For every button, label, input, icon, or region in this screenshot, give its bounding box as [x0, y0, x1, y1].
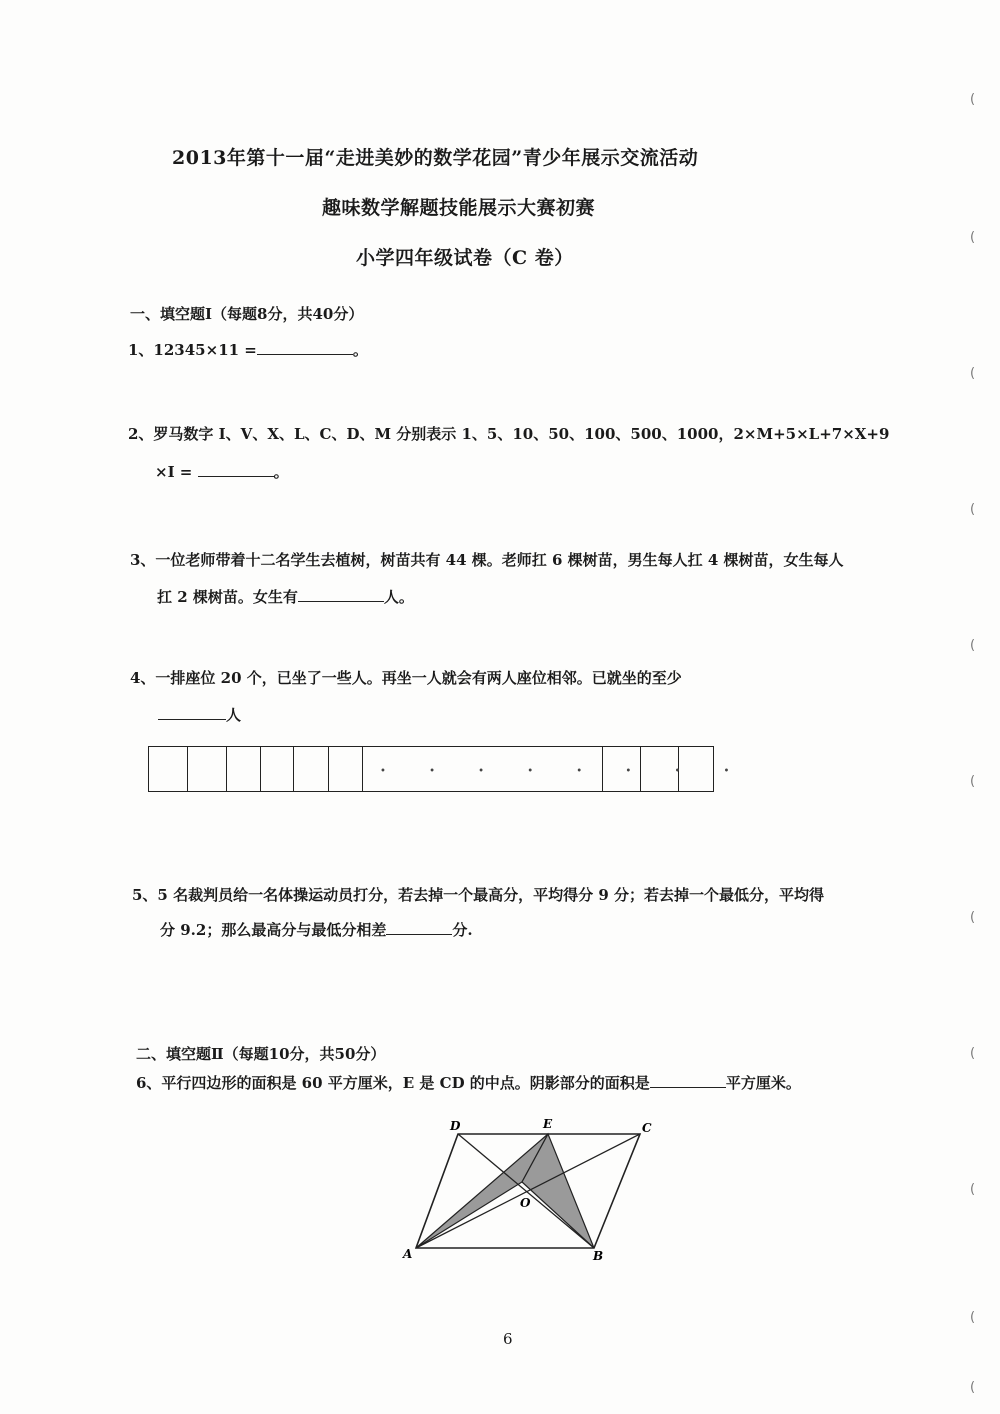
question-4-end: 人: [226, 706, 242, 724]
answer-blank-2[interactable]: [198, 460, 274, 477]
label-o: O: [520, 1196, 531, 1210]
seat-3: [227, 747, 261, 791]
question-1-text: 1、12345×11 =: [128, 341, 257, 359]
question-3-end: 人。: [383, 588, 414, 606]
question-4-line-2: [158, 703, 241, 725]
section-2-title: 二、填空题Ⅱ（每题10分，共50分）: [136, 1045, 386, 1063]
margin-mark: (: [970, 910, 976, 925]
seat-1: [149, 747, 188, 791]
header-line-1: 2013年第十一届“走进美妙的数学花园”青少年展示交流活动: [172, 147, 699, 169]
question-1-end: 。: [352, 341, 368, 359]
label-d: D: [450, 1119, 461, 1133]
question-5-text: 分 9.2；那么最高分与最低分相差: [160, 921, 387, 939]
question-6: [136, 1071, 801, 1093]
answer-blank-5[interactable]: [386, 918, 452, 935]
question-1: [128, 338, 368, 360]
seat-4: [261, 747, 294, 791]
margin-mark: (: [970, 1046, 976, 1061]
question-3-line-2: [157, 585, 414, 607]
seat-6: [329, 747, 363, 791]
label-a: A: [403, 1247, 413, 1261]
margin-mark: (: [970, 1380, 976, 1395]
page-number: 6: [503, 1330, 513, 1348]
seat-5: [294, 747, 329, 791]
answer-blank-6[interactable]: [650, 1071, 726, 1088]
parallelogram-figure: [398, 1112, 668, 1272]
diagonal-db: [458, 1134, 594, 1248]
question-2-line-2: [155, 460, 289, 482]
answer-blank-1[interactable]: [257, 338, 353, 355]
question-3-text: 扛 2 棵树苗。女生有: [157, 588, 298, 606]
margin-mark: (: [970, 774, 976, 789]
question-6-text: 6、平行四边形的面积是 60 平方厘米，E 是 CD 的中点。阴影部分的面积是: [136, 1074, 650, 1092]
question-4-line-1: 4、一排座位 20 个，已坐了一些人。再坐一人就会有两人座位相邻。已就坐的至少: [130, 669, 682, 687]
margin-mark: (: [970, 638, 976, 653]
label-c: C: [642, 1121, 652, 1135]
header-line-3: 小学四年级试卷（C 卷）: [356, 247, 574, 269]
section-1-title: 一、填空题Ⅰ（每题8分，共40分）: [130, 305, 364, 323]
answer-blank-3[interactable]: [298, 585, 384, 602]
seat-2: [188, 747, 227, 791]
margin-mark: (: [970, 230, 976, 245]
margin-mark: (: [970, 1310, 976, 1325]
label-b: B: [593, 1249, 604, 1263]
question-2-line-1: 2、罗马数字 I、V、X、L、C、D、M 分别表示 1、5、10、50、100、500、1000，2×M+5×L+7×X+9: [128, 425, 890, 443]
label-e: E: [543, 1117, 553, 1131]
margin-mark: (: [970, 502, 976, 517]
seat-ellipsis-dots: • • • • • • • •: [380, 766, 750, 777]
question-6-end: 平方厘米。: [725, 1074, 801, 1092]
question-3-line-1: 3、一位老师带着十二名学生去植树，树苗共有 44 棵。老师扛 6 棵树苗，男生每人扛 4 棵树苗，女生每人: [130, 551, 844, 569]
question-2-end: 。: [273, 463, 289, 481]
question-5-end: 分.: [452, 921, 473, 939]
margin-mark: (: [970, 1182, 976, 1197]
question-5-line-2: [160, 918, 473, 940]
question-5-line-1: 5、5 名裁判员给一名体操运动员打分，若去掉一个最高分，平均得分 9 分；若去掉一个最低分，平均得: [132, 886, 824, 904]
margin-mark: (: [970, 366, 976, 381]
question-2-text: ×I =: [155, 463, 193, 481]
header-line-2: 趣味数学解题技能展示大赛初赛: [322, 197, 596, 219]
margin-mark: (: [970, 92, 976, 107]
answer-blank-4[interactable]: [158, 703, 226, 720]
